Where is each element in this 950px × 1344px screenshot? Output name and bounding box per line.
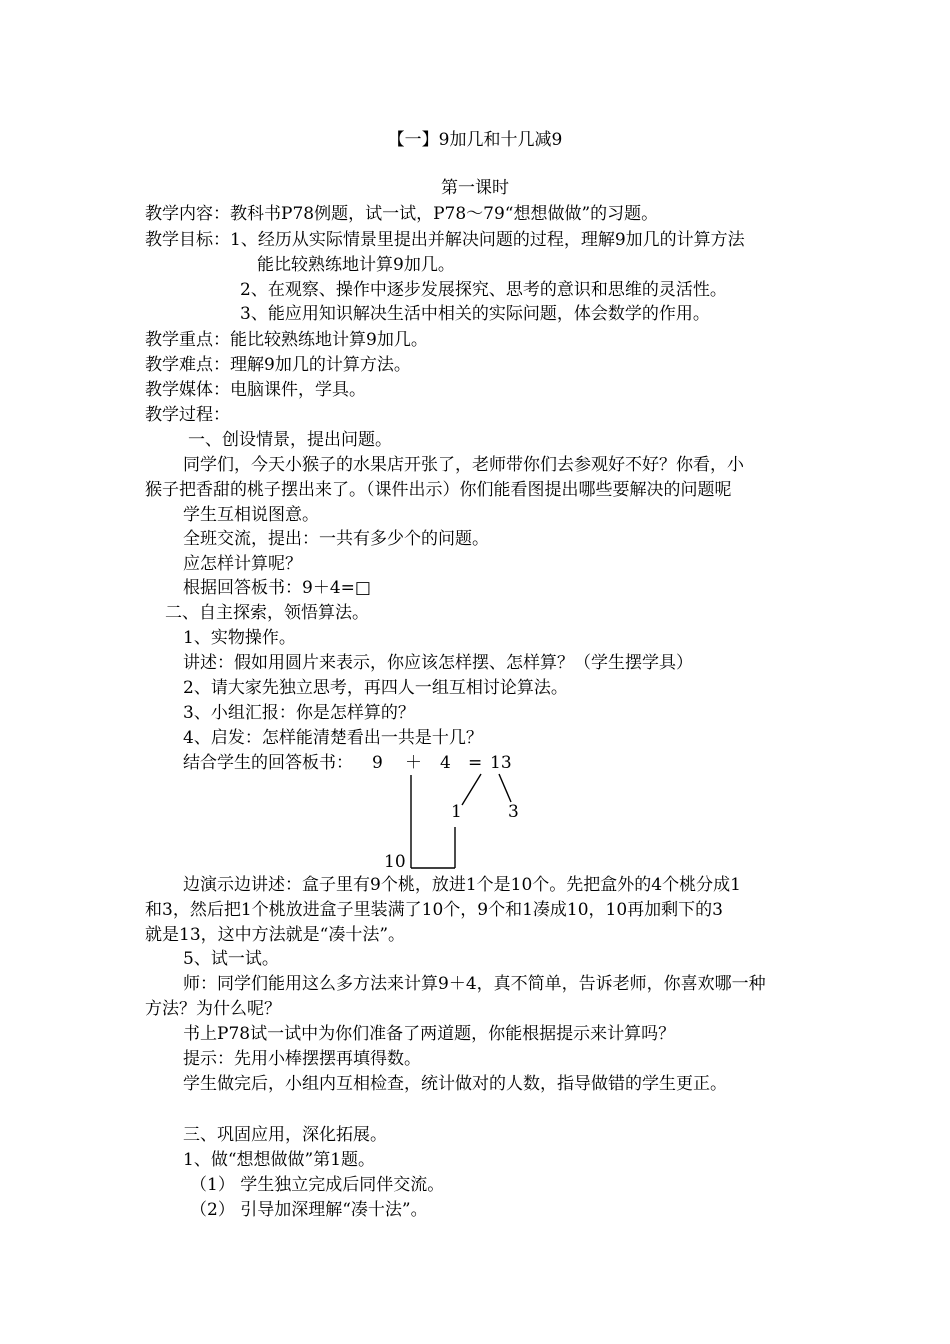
teaching-goal-1: 教学目标：1、经历从实际情景里提出并解决问题的过程，理解9加几的计算方法 xyxy=(145,230,745,250)
teaching-goal-3: 3、能应用知识解决生活中相关的实际问题，体会数学的作用。 xyxy=(240,304,710,324)
section-3-heading: 三、巩固应用，深化拓展。 xyxy=(183,1125,387,1145)
diagram-number-9: 9 xyxy=(372,753,383,773)
teaching-difficulty: 教学难点：理解9加几的计算方法。 xyxy=(145,355,411,375)
teaching-process: 教学过程： xyxy=(145,405,230,425)
paragraph-line: 应怎样计算呢？ xyxy=(183,554,302,574)
teaching-key-point: 教学重点：能比较熟练地计算9加几。 xyxy=(145,330,428,350)
list-item: 1、做“想想做做”第1题。 xyxy=(183,1150,376,1170)
list-item: 2、请大家先独立思考，再四人一组互相讨论算法。 xyxy=(183,678,568,698)
list-item: 3、小组汇报：你是怎样算的？ xyxy=(183,703,415,723)
list-item: 4、启发：怎样能清楚看出一共是十几？ xyxy=(183,728,483,748)
diagram-number-3: 3 xyxy=(508,802,519,822)
teaching-goal-1-cont: 能比较熟练地计算9加几。 xyxy=(257,255,455,275)
paragraph-line: 学生做完后，小组内互相检查，统计做对的人数，指导做错的学生更正。 xyxy=(183,1074,727,1094)
paragraph-line: 根据回答板书：9＋4=□ xyxy=(183,578,371,598)
diagram-number-1: 1 xyxy=(451,802,462,822)
paragraph-line: 边演示边讲述：盒子里有9个桃，放进1个是10个。先把盒外的4个桃分成1 xyxy=(183,875,741,895)
list-item: （1） 学生独立完成后同伴交流。 xyxy=(190,1175,445,1195)
paragraph-line: 讲述：假如用圆片来表示，你应该怎样摆、怎样算？（学生摆学具） xyxy=(183,653,693,673)
paragraph-line: 全班交流，提出：一共有多少个的问题。 xyxy=(183,529,489,549)
paragraph-line: 和3，然后把1个桃放进盒子里装满了10个，9个和1凑成10，10再加剩下的3 xyxy=(145,900,723,920)
paragraph-line: 书上P78试一试中为你们准备了两道题，你能根据提示来计算吗？ xyxy=(183,1024,676,1044)
paragraph-line: 提示：先用小棒摆摆再填得数。 xyxy=(183,1049,421,1069)
section-1-heading: 一、创设情景，提出问题。 xyxy=(188,430,392,450)
diagram-number-10: 10 xyxy=(384,852,406,872)
teaching-content: 教学内容：教科书P78例题，试一试，P78～79“想想做做”的习题。 xyxy=(145,204,659,224)
paragraph-line: 猴子把香甜的桃子摆出来了。（课件出示）你们能看图提出哪些要解决的问题呢 xyxy=(145,480,732,500)
section-2-heading: 二、自主探索，领悟算法。 xyxy=(165,603,369,623)
paragraph-line: 师：同学们能用这么多方法来计算9＋4，真不简单，告诉老师，你喜欢哪一种 xyxy=(183,974,766,994)
diagram-number-4: 4 xyxy=(440,753,451,773)
list-item: （2） 引导加深理解“凑十法”。 xyxy=(190,1200,428,1220)
paragraph-line: 就是13，这中方法就是“凑十法”。 xyxy=(145,925,406,945)
paragraph-line: 学生互相说图意。 xyxy=(183,505,319,525)
lesson-label: 第一课时 xyxy=(441,178,509,198)
paragraph-line: 结合学生的回答板书： xyxy=(183,753,353,773)
teaching-goal-2: 2、在观察、操作中逐步发展探究、思考的意识和思维的灵活性。 xyxy=(240,280,727,300)
diagram-plus-sign: ＋ xyxy=(405,753,422,773)
list-item: 5、试一试。 xyxy=(183,949,279,969)
document-title: 【一】9加几和十几减9 xyxy=(387,130,563,150)
teaching-media: 教学媒体：电脑课件，学具。 xyxy=(145,380,366,400)
list-item: 1、实物操作。 xyxy=(183,628,296,648)
diagram-number-13: 13 xyxy=(490,753,512,773)
diagram-equals-sign: = xyxy=(468,753,483,773)
paragraph-line: 同学们，今天小猴子的水果店开张了，老师带你们去参观好不好？你看，小 xyxy=(183,455,744,475)
paragraph-line: 方法？为什么呢？ xyxy=(145,999,281,1019)
